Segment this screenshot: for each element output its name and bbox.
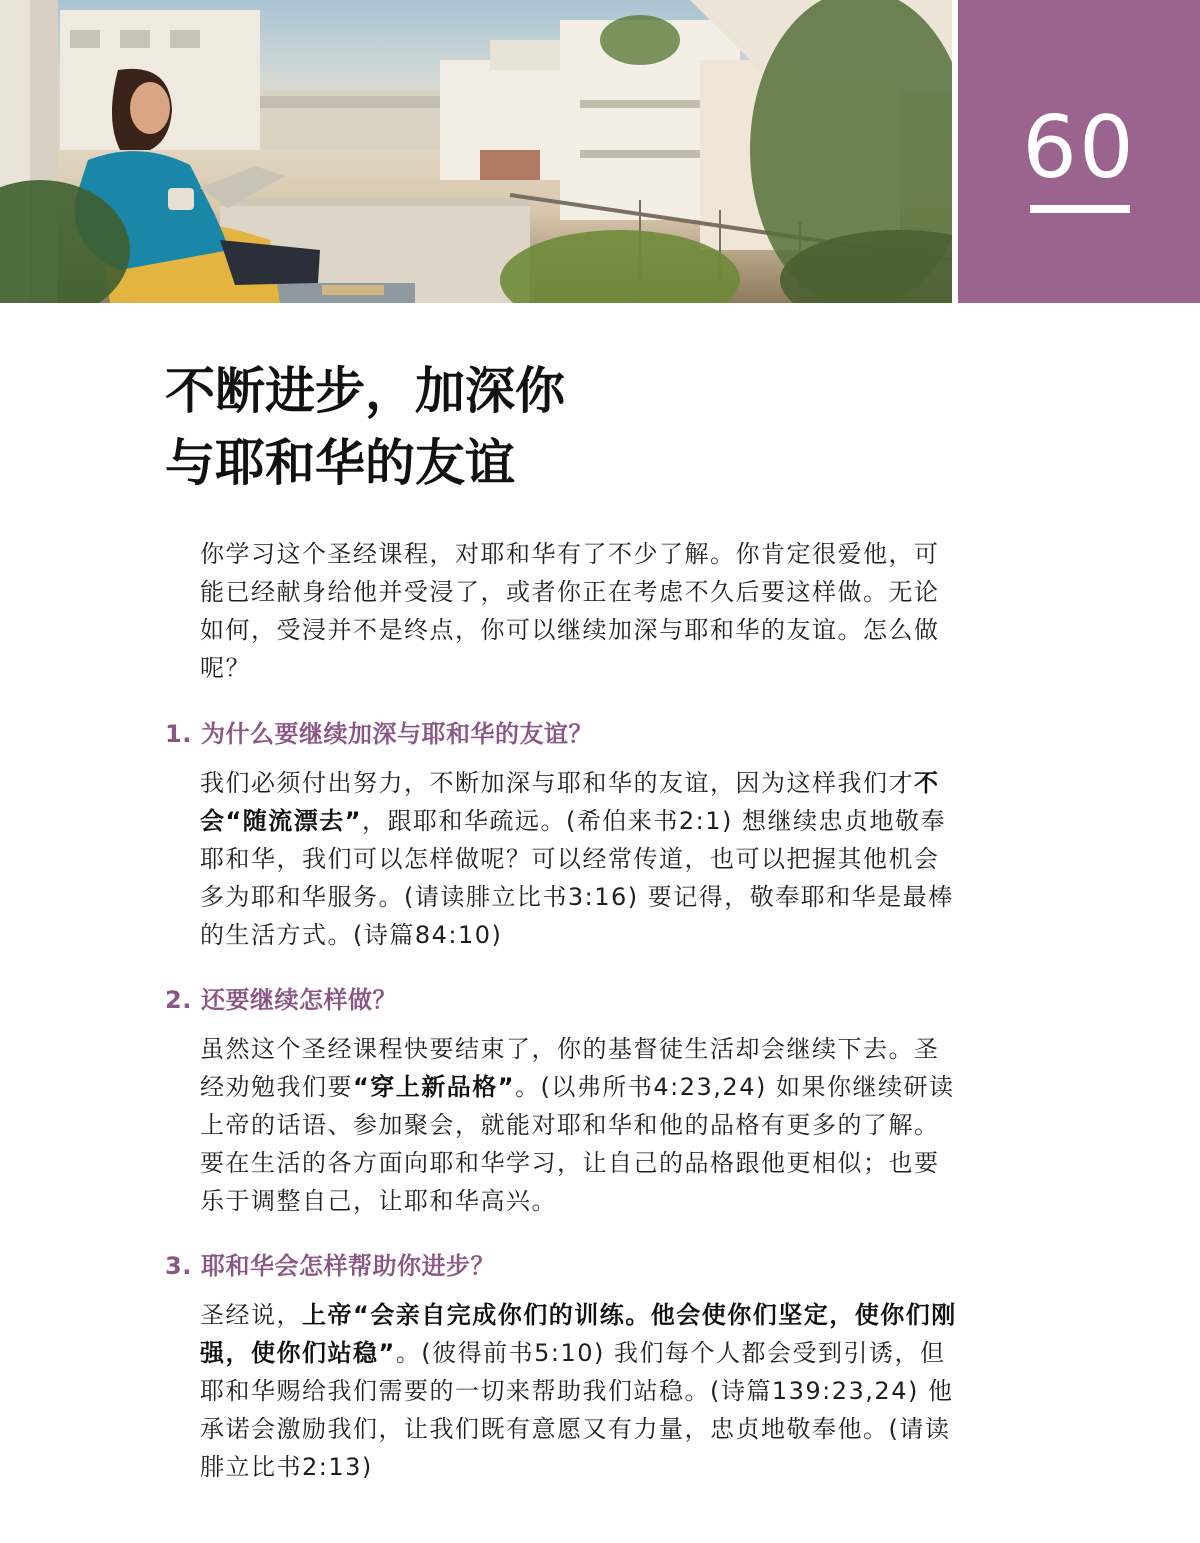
answer-1-text-a: 我们必须付出努力，不断加深与耶和华的友谊，因为这样我们才 [200, 769, 914, 797]
lesson-number-panel [958, 0, 1200, 303]
answer-1-paragraph [200, 764, 960, 954]
page-title-line-1: 不断进步，加深你 [165, 362, 565, 420]
answer-1-emphasis: 不会“随流漂去” [200, 769, 940, 835]
question-1-text: 为什么要继续加深与耶和华的友谊？ [201, 720, 593, 748]
header-photo [0, 0, 952, 303]
answer-3-text-a: 圣经说， [200, 1301, 302, 1329]
question-1 [165, 717, 955, 751]
question-1-number: 1. [165, 720, 192, 748]
answer-1-text-b: ，跟耶和华疏远。(希伯来书2:1) 想继续忠贞地敬奉耶和华，我们可以怎样做呢？可以经常传道，也可以把握其他机会多为耶和华服务。(请读腓立比书3:16) 要记得，敬奉耶和华是最棒的生活方式。(诗篇84:10) [200, 807, 954, 949]
answer-3-paragraph [200, 1296, 960, 1486]
answer-3-text-b: 。(彼得前书5:10) 我们每个人都会受到引诱，但耶和华赐给我们需要的一切来帮助我们站稳。(诗篇139:23,24) 他承诺会激励我们，让我们既有意愿又有力量，忠贞地敬奉他。(请读腓立比书2:13) [200, 1339, 954, 1481]
question-2-text: 还要继续怎样做？ [201, 986, 397, 1014]
question-2-number: 2. [165, 986, 192, 1014]
answer-2-text-a: 虽然这个圣经课程快要结束了，你的基督徒生活却会继续下去。圣经劝勉我们要 [200, 1035, 940, 1101]
answer-2-text-b: 。(以弗所书4:23,24) 如果你继续研读上帝的话语、参加聚会，就能对耶和华和他的品格有更多的了解。要在生活的各方面向耶和华学习，让自己的品格跟他更相似；也要乐于调整自己，让耶和华高兴。 [200, 1073, 955, 1215]
page-title [165, 355, 865, 499]
answer-2-emphasis: “穿上新品格” [353, 1073, 516, 1101]
page-title-line-2: 与耶和华的友谊 [165, 434, 515, 492]
question-3-text: 耶和华会怎样帮助你进步？ [201, 1252, 495, 1280]
balcony-scene-image [0, 0, 952, 303]
question-3-number: 3. [165, 1252, 192, 1280]
intro-paragraph: 你学习这个圣经课程，对耶和华有了不少了解。你肯定很爱他，可能已经献身给他并受浸了，或者你正在考虑不久后要这样做。无论如何，受浸并不是终点，你可以继续加深与耶和华的友谊。怎么做呢？ [200, 540, 940, 682]
answer-3-emphasis: 上帝“会亲自完成你们的训练。他会使你们坚定，使你们刚强，使你们站稳” [200, 1301, 957, 1367]
question-3 [165, 1249, 955, 1283]
answer-2-paragraph [200, 1030, 960, 1220]
question-2 [165, 983, 955, 1017]
lesson-number-underline [1030, 205, 1130, 213]
lesson-number: 60 [1022, 98, 1136, 198]
